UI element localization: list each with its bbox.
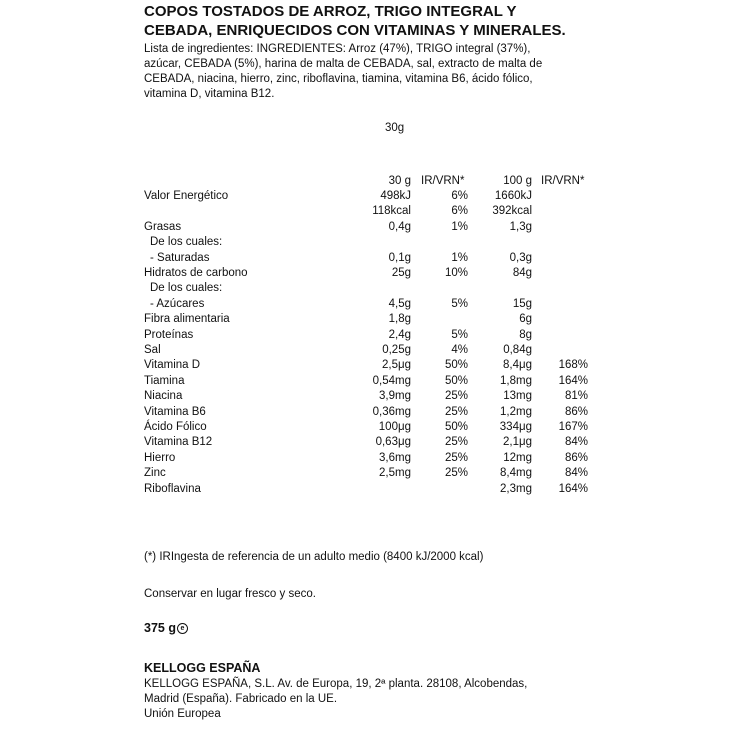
- value-100g: 84g: [512, 267, 532, 279]
- ir-30g: 1%: [451, 251, 468, 264]
- company-address-line2: Madrid (España). Fabricado en la UE.: [144, 693, 338, 705]
- value-100g: 0,84g: [503, 344, 532, 356]
- row-label: - Saturadas: [150, 251, 210, 264]
- row-label: Ácido Fólico: [144, 421, 207, 433]
- row-label: - Azúcares: [150, 297, 205, 310]
- ir-100g: 164%: [558, 482, 588, 495]
- serving-size: 30g: [385, 122, 405, 134]
- footnote: (*) IRIngesta de referencia de un adulto medio (8400 kJ/2000 kcal): [144, 551, 484, 563]
- row-label: Hierro: [144, 451, 176, 464]
- value-30g: 25g: [391, 267, 411, 279]
- value-100g: 6g: [519, 313, 532, 326]
- ir-30g: 25%: [444, 467, 468, 480]
- row-label: Tiamina: [144, 374, 185, 387]
- value-30g: 100μg: [378, 421, 411, 433]
- value-100g: 12mg: [503, 451, 532, 464]
- value-100g: 8,4μg: [502, 359, 532, 372]
- value-30g: 498kJ: [380, 190, 411, 202]
- storage-instructions: Conservar en lugar fresco y seco.: [144, 588, 316, 600]
- ir-30g: 25%: [444, 405, 468, 418]
- ir-30g: 50%: [444, 374, 468, 387]
- value-30g: 2,5μg: [381, 359, 411, 372]
- ingredients-line1: Lista de ingredientes: INGREDIENTES: Arroz (47%), TRIGO integral (37%),: [144, 43, 531, 55]
- ir-30g: 5%: [451, 297, 468, 310]
- value-100g: 13mg: [503, 390, 532, 403]
- row-label: Grasas: [144, 220, 182, 233]
- row-label: Vitamina B6: [144, 405, 206, 418]
- value-30g: 118kcal: [372, 205, 411, 218]
- value-30g: 4,5g: [388, 297, 411, 310]
- ir-30g: 6%: [451, 190, 468, 202]
- value-100g: 1660kJ: [494, 190, 532, 202]
- estimated-sign: e: [177, 623, 188, 634]
- value-30g: 3,6mg: [379, 451, 411, 464]
- company-address-line1: KELLOGG ESPAÑA, S.L. Av. de Europa, 19, 2ª planta. 28108, Alcobendas,: [144, 678, 528, 690]
- row-label: Proteínas: [144, 328, 194, 341]
- product-title: [144, 2, 566, 40]
- row-label: De los cuales:: [150, 282, 223, 295]
- ir-100g: 168%: [558, 359, 588, 372]
- row-label: Riboflavina: [144, 482, 201, 495]
- net-weight: [144, 620, 188, 636]
- ir-100g: 84%: [564, 436, 588, 449]
- value-100g: 8g: [519, 328, 532, 341]
- value-30g: 0,4g: [388, 220, 411, 233]
- row-label: Sal: [144, 344, 161, 356]
- value-100g: 15g: [512, 297, 532, 310]
- value-30g: 0,36mg: [372, 405, 411, 418]
- net-weight-value: 375 g: [144, 621, 176, 635]
- ingredients-line2: azúcar, CEBADA (5%), harina de malta de CEBADA, sal, extracto de malta de: [144, 58, 543, 70]
- ir-30g: 6%: [451, 205, 468, 218]
- value-30g: 0,25g: [382, 344, 411, 356]
- value-30g: 0,63μg: [375, 436, 411, 449]
- ir-100g: 167%: [558, 421, 588, 433]
- ir-30g: 50%: [444, 359, 468, 372]
- row-label: Hidratos de carbono: [144, 267, 248, 279]
- row-label: De los cuales:: [150, 236, 223, 249]
- company-address: [144, 677, 527, 722]
- ir-100g: 86%: [564, 451, 588, 464]
- header-ir-100g: IR/VRN*: [541, 175, 585, 187]
- row-label: Zinc: [144, 467, 166, 480]
- ir-100g: 84%: [564, 467, 588, 480]
- company-name: KELLOGG ESPAÑA: [144, 661, 261, 675]
- row-label: Vitamina B12: [144, 436, 213, 449]
- value-30g: 2,5mg: [379, 467, 411, 480]
- row-label: Niacina: [144, 390, 183, 403]
- value-30g: 2,4g: [388, 328, 411, 341]
- value-100g: 8,4mg: [500, 467, 532, 480]
- ir-30g: 4%: [451, 344, 468, 356]
- value-30g: 0,54mg: [372, 374, 411, 387]
- row-label: Fibra alimentaria: [144, 313, 230, 326]
- ir-30g: 1%: [451, 220, 468, 233]
- value-30g: 3,9mg: [379, 390, 411, 403]
- value-30g: 1,8g: [388, 313, 411, 326]
- ir-30g: 5%: [451, 328, 468, 341]
- ir-100g: 81%: [564, 390, 588, 403]
- ir-100g: 86%: [564, 405, 588, 418]
- value-100g: 0,3g: [509, 251, 532, 264]
- value-100g: 1,3g: [509, 220, 532, 233]
- header-100g: 100 g: [503, 175, 532, 187]
- value-100g: 392kcal: [492, 205, 532, 218]
- row-label: Vitamina D: [144, 359, 201, 372]
- ingredients-line3: CEBADA, niacina, hierro, zinc, riboflavina, tiamina, vitamina B6, ácido fólico,: [144, 73, 533, 85]
- value-100g: 334μg: [499, 421, 532, 433]
- header-ir-30g: IR/VRN*: [421, 175, 465, 187]
- ir-30g: 25%: [444, 390, 468, 403]
- ir-100g: 164%: [558, 374, 588, 387]
- product-title-line2: CEBADA, ENRIQUECIDOS CON VITAMINAS Y MINERALES.: [144, 22, 566, 39]
- value-100g: 1,2mg: [500, 405, 532, 418]
- ir-30g: 10%: [444, 267, 468, 279]
- ir-30g: 25%: [444, 451, 468, 464]
- ingredients-list: [144, 42, 542, 102]
- value-30g: 0,1g: [388, 251, 411, 264]
- ir-30g: 25%: [444, 436, 468, 449]
- ir-30g: 50%: [444, 421, 468, 433]
- ingredients-line4: vitamina D, vitamina B12.: [144, 88, 275, 100]
- header-30g: 30 g: [388, 175, 411, 187]
- row-label: Valor Energético: [144, 190, 229, 202]
- value-100g: 2,3mg: [500, 482, 532, 495]
- value-100g: 2,1μg: [502, 436, 532, 449]
- value-100g: 1,8mg: [500, 374, 532, 387]
- company-address-line3: Unión Europea: [144, 708, 221, 720]
- product-title-line1: COPOS TOSTADOS DE ARROZ, TRIGO INTEGRAL Y: [144, 3, 517, 20]
